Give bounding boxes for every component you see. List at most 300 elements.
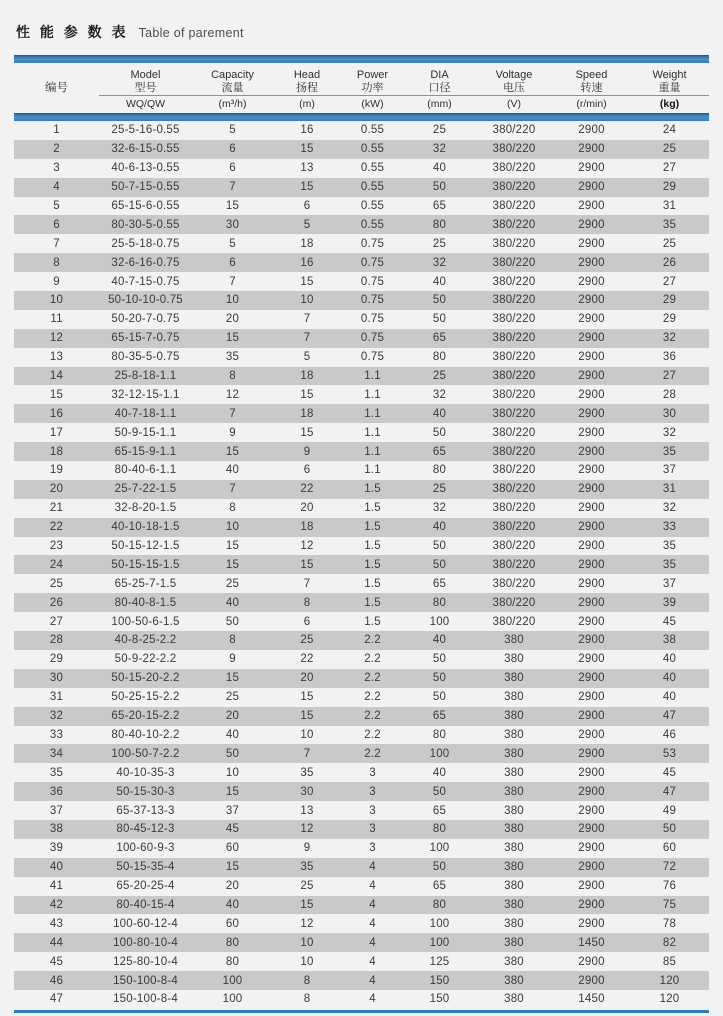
table-cell: 380/220 — [492, 181, 536, 194]
table-cell: 6 — [53, 218, 60, 231]
table-cell: 26 — [662, 256, 677, 269]
table-cell: 380 — [504, 672, 524, 685]
table-cell: 25 — [662, 237, 677, 250]
table-cell: 15 — [300, 426, 314, 439]
page-title-zh: 性 能 参 数 表 — [16, 24, 129, 40]
table-cell: 2900 — [578, 747, 605, 760]
table-cell: 15 — [49, 388, 64, 401]
table-row — [14, 348, 709, 367]
table-cell: 60 — [225, 917, 240, 930]
table-cell: 2900 — [578, 558, 605, 571]
table-cell: 380/220 — [492, 256, 536, 269]
table-cell: 2900 — [578, 388, 605, 401]
table-cell: 65 — [432, 804, 447, 817]
unit-voltage: (V) — [475, 96, 553, 114]
table-cell: 26 — [49, 596, 64, 609]
table-cell: 2 — [53, 143, 60, 156]
table-cell: 7 — [303, 747, 311, 760]
table-row — [14, 215, 709, 234]
table-cell: 25 — [432, 124, 447, 137]
table-cell: 380/220 — [492, 502, 536, 515]
table-cell: 80 — [432, 351, 447, 364]
table-cell: 15 — [225, 861, 240, 874]
col-header-capacity: Capacity 流量 — [211, 68, 254, 94]
table-cell: 100 — [429, 842, 450, 855]
table-cell: 25-7-22-1.5 — [114, 483, 177, 496]
table-cell: 60 — [225, 842, 240, 855]
table-cell: 80-40-8-1.5 — [114, 596, 177, 609]
table-cell: 100-50-7-2.2 — [111, 747, 180, 760]
table-row — [14, 291, 709, 310]
table-cell: 3 — [369, 842, 376, 855]
table-cell: 65 — [432, 332, 447, 345]
table-row — [14, 537, 709, 556]
table-cell: 9 — [229, 653, 236, 666]
table-cell: 65-25-7-1.5 — [114, 577, 177, 590]
table-cell: 0.75 — [360, 256, 385, 269]
table-cell: 125 — [429, 955, 450, 968]
table-cell: 35 — [662, 558, 677, 571]
table-cell: 1.1 — [364, 407, 381, 420]
table-cell: 2900 — [578, 615, 605, 628]
table-row — [14, 612, 709, 631]
table-cell: 2900 — [578, 577, 605, 590]
table-cell: 380 — [504, 955, 524, 968]
table-cell: 4 — [369, 898, 376, 911]
table-cell: 2900 — [578, 917, 605, 930]
table-cell: 4 — [369, 917, 376, 930]
table-cell: 50 — [432, 672, 447, 685]
table-header — [14, 63, 709, 113]
table-cell: 1.5 — [364, 540, 381, 553]
table-cell: 80-45-12-3 — [116, 823, 175, 836]
table-cell: 45 — [662, 766, 677, 779]
table-cell: 39 — [49, 842, 64, 855]
table-row — [14, 820, 709, 839]
table-row — [14, 896, 709, 915]
table-cell: 50-25-15-2.2 — [111, 691, 180, 704]
table-cell: 1.1 — [364, 370, 381, 383]
table-cell: 33 — [49, 728, 64, 741]
table-cell: 380 — [504, 917, 524, 930]
table-cell: 50-9-22-2.2 — [114, 653, 177, 666]
table-cell: 2900 — [578, 464, 605, 477]
table-row — [14, 555, 709, 574]
table-cell: 4 — [369, 936, 376, 949]
table-cell: 380/220 — [492, 237, 536, 250]
page-title-en: Table of parement — [138, 26, 244, 40]
table-cell: 2900 — [578, 445, 605, 458]
table-cell: 12 — [300, 823, 314, 836]
table-cell: 31 — [662, 200, 677, 212]
table-cell: 380/220 — [492, 313, 536, 326]
table-cell: 2.2 — [364, 672, 381, 685]
table-cell: 2900 — [578, 124, 605, 137]
table-row — [14, 744, 709, 763]
table-cell: 380/220 — [492, 162, 536, 175]
table-cell: 2900 — [578, 313, 605, 326]
table-cell: 80-35-5-0.75 — [111, 351, 180, 364]
table-cell: 8 — [303, 596, 311, 609]
table-cell: 22 — [300, 653, 314, 666]
table-cell: 50 — [432, 313, 447, 326]
table-cell: 8 — [303, 993, 311, 1006]
table-cell: 46 — [662, 728, 677, 741]
table-cell: 13 — [300, 804, 314, 817]
table-cell: 20 — [225, 313, 240, 326]
table-cell: 53 — [662, 747, 677, 760]
table-cell: 32 — [432, 388, 447, 401]
table-cell: 15 — [300, 143, 314, 156]
table-cell: 18 — [300, 521, 314, 534]
table-cell: 7 — [303, 313, 311, 326]
table-cell: 47 — [662, 785, 677, 798]
table-cell: 2900 — [578, 785, 605, 798]
table-row — [14, 310, 709, 329]
table-cell: 2900 — [578, 143, 605, 156]
table-row — [14, 272, 709, 291]
table-cell: 50-15-30-3 — [116, 785, 175, 798]
table-cell: 22 — [49, 521, 64, 534]
table-cell: 2900 — [578, 502, 605, 515]
table-cell: 380/220 — [492, 388, 536, 401]
table-cell: 35 — [662, 540, 677, 553]
table-cell: 25 — [225, 691, 240, 704]
table-cell: 20 — [300, 672, 314, 685]
table-cell: 32 — [662, 426, 677, 439]
table-cell: 100 — [222, 974, 243, 987]
table-cell: 15 — [225, 540, 240, 553]
table-cell: 380/220 — [492, 483, 536, 496]
table-cell: 15 — [225, 332, 240, 345]
col-header-dia: DIA 口径 — [428, 68, 451, 94]
table-cell: 35 — [662, 218, 677, 231]
table-cell: 10 — [300, 955, 314, 968]
table-cell: 65 — [432, 880, 447, 893]
table-cell: 60 — [662, 842, 677, 855]
table-cell: 15 — [225, 672, 240, 685]
table-cell: 40 — [662, 653, 677, 666]
table-cell: 380 — [504, 823, 524, 836]
table-cell: 12 — [49, 332, 64, 345]
table-cell: 380 — [504, 804, 524, 817]
table-cell: 50 — [432, 181, 447, 194]
table-row — [14, 385, 709, 404]
table-cell: 120 — [659, 974, 680, 987]
table-cell: 15 — [225, 785, 240, 798]
col-header-voltage: Voltage 电压 — [495, 68, 533, 94]
table-cell: 20 — [49, 483, 64, 496]
table-cell: 65 — [432, 445, 447, 458]
table-cell: 2.2 — [364, 634, 381, 647]
table-cell: 50-9-15-1.1 — [114, 426, 177, 439]
table-cell: 125-80-10-4 — [113, 955, 178, 968]
table-cell: 4 — [369, 993, 376, 1006]
table-cell: 35 — [662, 445, 677, 458]
table-cell: 25 — [432, 483, 447, 496]
table-cell: 15 — [300, 388, 314, 401]
table-cell: 23 — [49, 540, 64, 553]
table-cell: 4 — [53, 181, 60, 194]
table-cell: 75 — [662, 898, 677, 911]
table-cell: 6 — [229, 256, 236, 269]
table-cell: 6 — [229, 162, 236, 175]
table-row — [14, 839, 709, 858]
table-body-table — [14, 121, 709, 1009]
unit-dia: (mm) — [404, 96, 475, 114]
table-cell: 32 — [662, 332, 677, 345]
table-cell: 65-20-15-2.2 — [111, 710, 180, 723]
table-row — [14, 423, 709, 442]
table-cell: 14 — [49, 370, 64, 383]
table-cell: 16 — [300, 256, 314, 269]
table-cell: 5 — [229, 237, 236, 250]
table-cell: 40-7-15-0.75 — [111, 275, 180, 288]
table-cell: 380/220 — [492, 143, 536, 156]
table-cell: 15 — [300, 275, 314, 288]
table-cell: 380/220 — [492, 351, 536, 364]
table-cell: 40 — [432, 634, 447, 647]
table-cell: 2900 — [578, 974, 605, 987]
table-cell: 25 — [49, 577, 64, 590]
table-cell: 50 — [225, 747, 240, 760]
table-cell: 380 — [504, 936, 524, 949]
table-cell: 1.5 — [364, 615, 381, 628]
table-cell: 2900 — [578, 955, 605, 968]
table-cell: 12 — [300, 917, 314, 930]
table-cell: 24 — [662, 124, 677, 137]
table-cell: 40 — [49, 861, 64, 874]
table-cell: 2900 — [578, 521, 605, 534]
table-cell: 44 — [49, 936, 64, 949]
table-cell: 1.5 — [364, 502, 381, 515]
header-row-units — [14, 96, 709, 114]
table-cell: 2.2 — [364, 653, 381, 666]
table-cell: 8 — [229, 370, 236, 383]
table-cell: 42 — [49, 898, 64, 911]
table-row — [14, 933, 709, 952]
table-cell: 380 — [504, 785, 524, 798]
table-cell: 15 — [300, 710, 314, 723]
table-cell: 80 — [225, 955, 240, 968]
table-cell: 150 — [429, 974, 450, 987]
table-cell: 0.75 — [360, 351, 385, 364]
table-row — [14, 442, 709, 461]
table-row — [14, 990, 709, 1009]
table-cell: 50 — [432, 653, 447, 666]
table-cell: 40 — [225, 728, 240, 741]
table-cell: 2900 — [578, 804, 605, 817]
table-cell: 17 — [49, 426, 64, 439]
table-body — [14, 121, 709, 1009]
table-cell: 2900 — [578, 407, 605, 420]
table-cell: 380 — [504, 842, 524, 855]
unit-power: (kW) — [341, 96, 404, 114]
table-row — [14, 159, 709, 178]
table-cell: 10 — [225, 521, 240, 534]
table-cell: 9 — [303, 445, 311, 458]
table-cell: 50 — [432, 426, 447, 439]
table-cell: 80 — [225, 936, 240, 949]
table-cell: 50 — [432, 558, 447, 571]
table-cell: 2900 — [578, 200, 605, 212]
table-cell: 30 — [662, 407, 677, 420]
table-cell: 80 — [432, 596, 447, 609]
table-cell: 25-8-18-1.1 — [114, 370, 177, 383]
table-cell: 1.5 — [364, 596, 381, 609]
page-title — [16, 22, 244, 42]
table-cell: 80 — [432, 464, 447, 477]
table-row — [14, 234, 709, 253]
table-cell: 5 — [53, 200, 60, 212]
table-cell: 8 — [229, 634, 236, 647]
table-cell: 15 — [225, 445, 240, 458]
table-cell: 380/220 — [492, 407, 536, 420]
table-cell: 380 — [504, 880, 524, 893]
table-cell: 47 — [49, 993, 64, 1006]
table-cell: 9 — [53, 275, 60, 288]
table-cell: 2900 — [578, 426, 605, 439]
table-cell: 100 — [429, 936, 450, 949]
table-cell: 65-20-25-4 — [116, 880, 175, 893]
table-cell: 0.55 — [360, 218, 385, 231]
table-cell: 25 — [432, 370, 447, 383]
table-cell: 380/220 — [492, 124, 536, 137]
table-cell: 80 — [432, 218, 447, 231]
table-cell: 45 — [225, 823, 240, 836]
table-cell: 380 — [504, 710, 524, 723]
table-cell: 40 — [225, 464, 240, 477]
table-cell: 34 — [49, 747, 64, 760]
table-cell: 40 — [225, 596, 240, 609]
table-cell: 80-40-10-2.2 — [111, 728, 180, 741]
table-cell: 20 — [225, 710, 240, 723]
table-cell: 2900 — [578, 634, 605, 647]
table-cell: 4 — [369, 861, 376, 874]
col-header-head: Head 扬程 — [293, 68, 321, 94]
table-row — [14, 631, 709, 650]
table-cell: 19 — [49, 464, 64, 477]
table-cell: 380 — [504, 898, 524, 911]
table-cell: 13 — [49, 351, 64, 364]
table-cell: 50 — [432, 785, 447, 798]
table-cell: 25 — [662, 143, 677, 156]
table-cell: 37 — [662, 577, 677, 590]
table-cell: 5 — [229, 124, 236, 137]
table-cell: 35 — [225, 351, 240, 364]
table-cell: 380/220 — [492, 275, 536, 288]
table-cell: 380/220 — [492, 445, 536, 458]
table-cell: 50-15-20-2.2 — [111, 672, 180, 685]
table-cell: 2.2 — [364, 710, 381, 723]
bottom-accent-line — [14, 1010, 709, 1013]
table-cell: 6 — [303, 200, 311, 212]
unit-capacity: (m³/h) — [192, 96, 273, 114]
table-cell: 35 — [49, 766, 64, 779]
table-cell: 27 — [662, 162, 677, 175]
table-cell: 85 — [662, 955, 677, 968]
table-cell: 18 — [49, 445, 64, 458]
table-cell: 1.1 — [364, 445, 381, 458]
table-cell: 18 — [300, 407, 314, 420]
table-cell: 65-15-7-0.75 — [111, 332, 180, 345]
table-cell: 7 — [229, 483, 236, 496]
table-cell: 100-60-9-3 — [116, 842, 175, 855]
table-cell: 7 — [229, 407, 236, 420]
table-cell: 3 — [369, 766, 376, 779]
table-cell: 9 — [303, 842, 311, 855]
table-cell: 100 — [429, 615, 450, 628]
table-cell: 12 — [300, 540, 314, 553]
table-cell: 380 — [504, 974, 524, 987]
table-row — [14, 688, 709, 707]
table-cell: 100 — [429, 747, 450, 760]
table-cell: 80-40-6-1.1 — [114, 464, 177, 477]
table-cell: 80-40-15-4 — [116, 898, 175, 911]
table-cell: 41 — [49, 880, 64, 893]
table-cell: 29 — [49, 653, 64, 666]
col-header-power: Power 功率 — [356, 68, 389, 94]
table-cell: 32-6-16-0.75 — [111, 256, 180, 269]
table-cell: 40 — [662, 672, 677, 685]
table-cell: 2900 — [578, 275, 605, 288]
table-cell: 36 — [662, 351, 677, 364]
table-cell: 2900 — [578, 653, 605, 666]
table-cell: 0.55 — [360, 162, 385, 175]
table-cell: 1.5 — [364, 483, 381, 496]
table-cell: 16 — [300, 124, 314, 137]
table-cell: 2900 — [578, 483, 605, 496]
table-cell: 4 — [369, 974, 376, 987]
table-cell: 1.1 — [364, 426, 381, 439]
table-cell: 380/220 — [492, 540, 536, 553]
table-cell: 40 — [432, 521, 447, 534]
table-cell: 20 — [300, 502, 314, 515]
table-cell: 46 — [49, 974, 64, 987]
table-cell: 25-5-16-0.55 — [111, 124, 180, 137]
table-cell: 45 — [662, 615, 677, 628]
table-cell: 2900 — [578, 596, 605, 609]
table-cell: 65 — [432, 200, 447, 212]
table-cell: 380 — [504, 766, 524, 779]
table-cell: 380/220 — [492, 596, 536, 609]
table-row — [14, 650, 709, 669]
spec-table — [14, 55, 709, 1013]
table-cell: 380/220 — [492, 200, 536, 212]
table-cell: 380/220 — [492, 218, 536, 231]
table-cell: 150-100-8-4 — [113, 974, 178, 987]
table-row — [14, 574, 709, 593]
table-cell: 30 — [225, 218, 240, 231]
table-cell: 2900 — [578, 898, 605, 911]
table-cell: 29 — [662, 294, 677, 307]
table-cell: 40-8-25-2.2 — [114, 634, 177, 647]
table-cell: 22 — [300, 483, 314, 496]
table-cell: 29 — [662, 181, 677, 194]
table-cell: 20 — [225, 880, 240, 893]
table-cell: 40-10-18-1.5 — [111, 521, 180, 534]
table-row — [14, 329, 709, 348]
table-cell: 40 — [432, 407, 447, 420]
table-cell: 32-6-15-0.55 — [111, 143, 180, 156]
table-cell: 50-20-7-0.75 — [111, 313, 180, 326]
table-cell: 1450 — [578, 993, 605, 1006]
table-cell: 0.55 — [360, 200, 385, 212]
table-row — [14, 914, 709, 933]
table-cell: 8 — [53, 256, 60, 269]
table-cell: 50-10-10-0.75 — [108, 294, 183, 307]
table-cell: 36 — [49, 785, 64, 798]
